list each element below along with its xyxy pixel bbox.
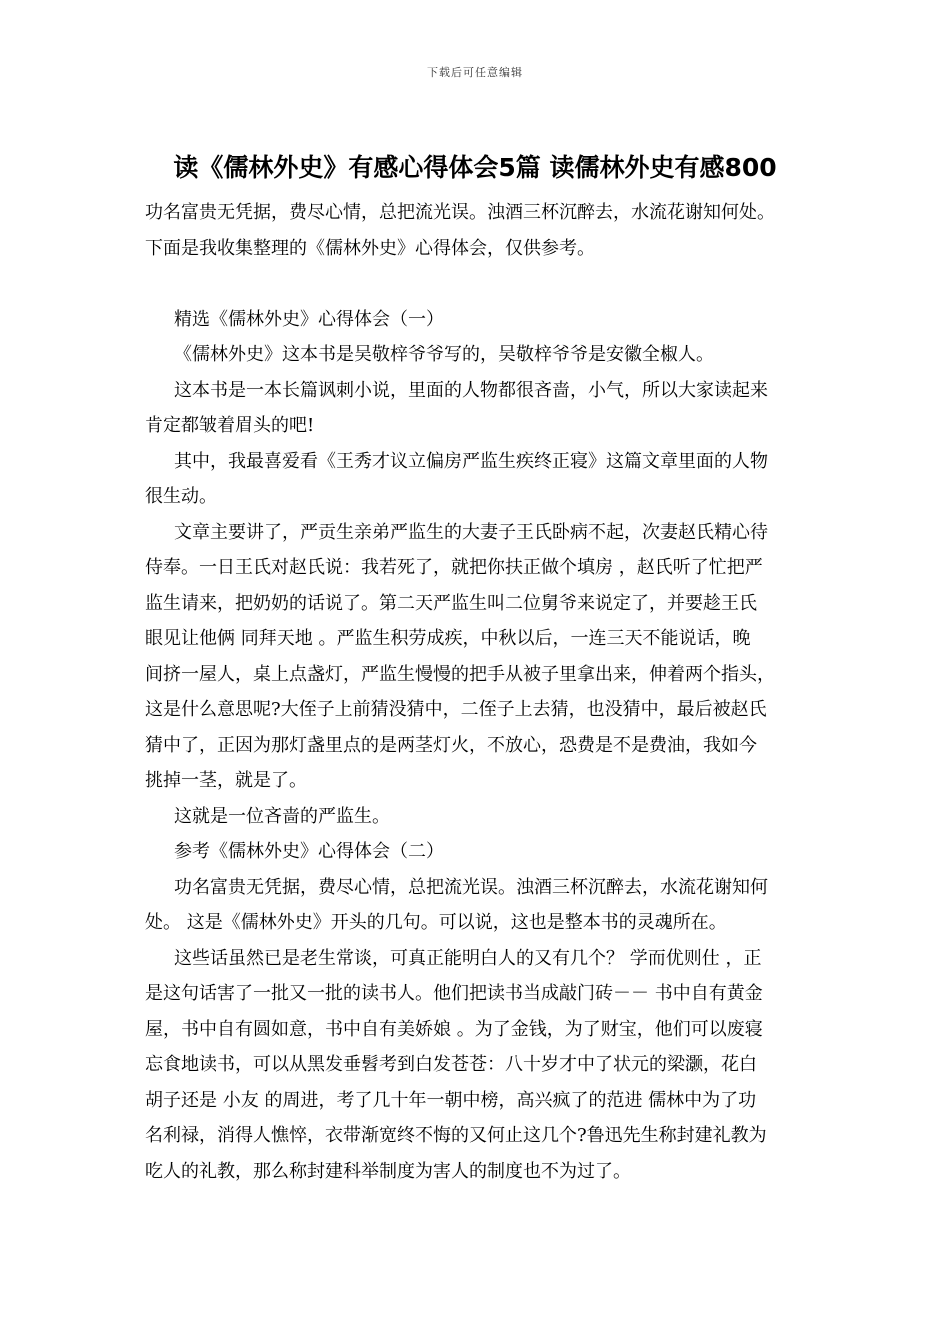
body-line: 处。 这是《儒林外史》开头的几句。可以说，这也是整本书的灵魂所在。	[145, 912, 727, 933]
document-title: 读《儒林外史》有感心得体会5篇 读儒林外史有感800	[173, 153, 777, 182]
body-line: 名利禄，消得人憔悴，衣带渐宽终不悔的又何止这几个?鲁迅先生称封建礼教为	[145, 1125, 767, 1146]
body-line: 肯定都皱着眉头的吧!	[145, 415, 315, 436]
intro-line: 功名富贵无凭据，费尽心情，总把流光误。浊酒三杯沉醉去，水流花谢知何处。	[145, 202, 775, 223]
body-line: 屋，书中自有圆如意，书中自有美娇娘 。为了金钱，为了财宝，他们可以废寝	[145, 1018, 763, 1040]
body-line: 吃人的礼教，那么称封建科举制度为害人的制度也不为过了。	[145, 1160, 631, 1182]
paragraph-gap	[145, 266, 835, 302]
body-line: 这些话虽然已是老生常谈，可真正能明白人的又有几个？ 学而优则仕 ，正	[174, 947, 762, 969]
header-note: 下载后可任意编辑	[427, 66, 523, 79]
document-body	[145, 195, 835, 1189]
body-line: 功名富贵无凭据，费尽心情，总把流光误。浊酒三杯沉醉去，水流花谢知何	[174, 876, 768, 898]
body-line: 其中，我最喜爱看《王秀才议立偏房严监生疾终正寝》这篇文章里面的人物	[174, 450, 768, 472]
body-line: 这就是一位吝啬的严监生。	[174, 805, 390, 827]
body-line: 挑掉一茎，就是了。	[145, 770, 307, 791]
body-line: 猜中了，正因为那灯盏里点的是两茎灯火，不放心，恐费是不是费油，我如今	[145, 734, 757, 756]
body-line: 忘食地读书，可以从黑发垂髫考到白发苍苍：八十岁才中了状元的梁灏，花白	[145, 1054, 757, 1075]
body-line: 这是什么意思呢?大侄子上前猜没猜中，二侄子上去猜，也没猜中，最后被赵氏	[145, 699, 767, 720]
body-line: 眼见让他俩 同拜天地 。严监生积劳成疾，中秋以后，一连三天不能说话，晚	[145, 628, 751, 649]
intro-line: 下面是我收集整理的《儒林外史》心得体会，仅供参考。	[145, 237, 595, 259]
body-line: 侍奉。一日王氏对赵氏说：我若死了，就把你扶正做个填房 ，赵氏听了忙把严	[145, 557, 763, 578]
body-line: 胡子还是 小友 的周进，考了几十年一朝中榜，高兴疯了的范进 儒林中为了功	[145, 1089, 757, 1111]
body-line: 是这句话害了一批又一批的读书人。他们把读书当成敲门砖－－ 书中自有黄金	[145, 983, 763, 1004]
body-line: 文章主要讲了，严贡生亲弟严监生的大妻子王氏卧病不起，次妻赵氏精心待	[174, 521, 768, 543]
body-line: 间挤一屋人，桌上点盏灯，严监生慢慢的把手从被子里拿出来，伸着两个指头，	[145, 663, 775, 685]
body-line: 很生动。	[145, 486, 217, 507]
body-line: 这本书是一本长篇讽刺小说，里面的人物都很吝啬，小气，所以大家读起来	[174, 379, 768, 401]
section-heading: 参考《儒林外史》心得体会（二）	[174, 841, 444, 862]
body-line: 《儒林外史》这本书是吴敬梓爷爷写的，吴敬梓爷爷是安徽全椒人。	[174, 344, 714, 365]
body-line: 监生请来，把奶奶的话说了。第二天严监生叫二位舅爷来说定了，并要趁王氏	[145, 592, 757, 614]
section-heading: 精选《儒林外史》心得体会（一）	[174, 308, 444, 330]
